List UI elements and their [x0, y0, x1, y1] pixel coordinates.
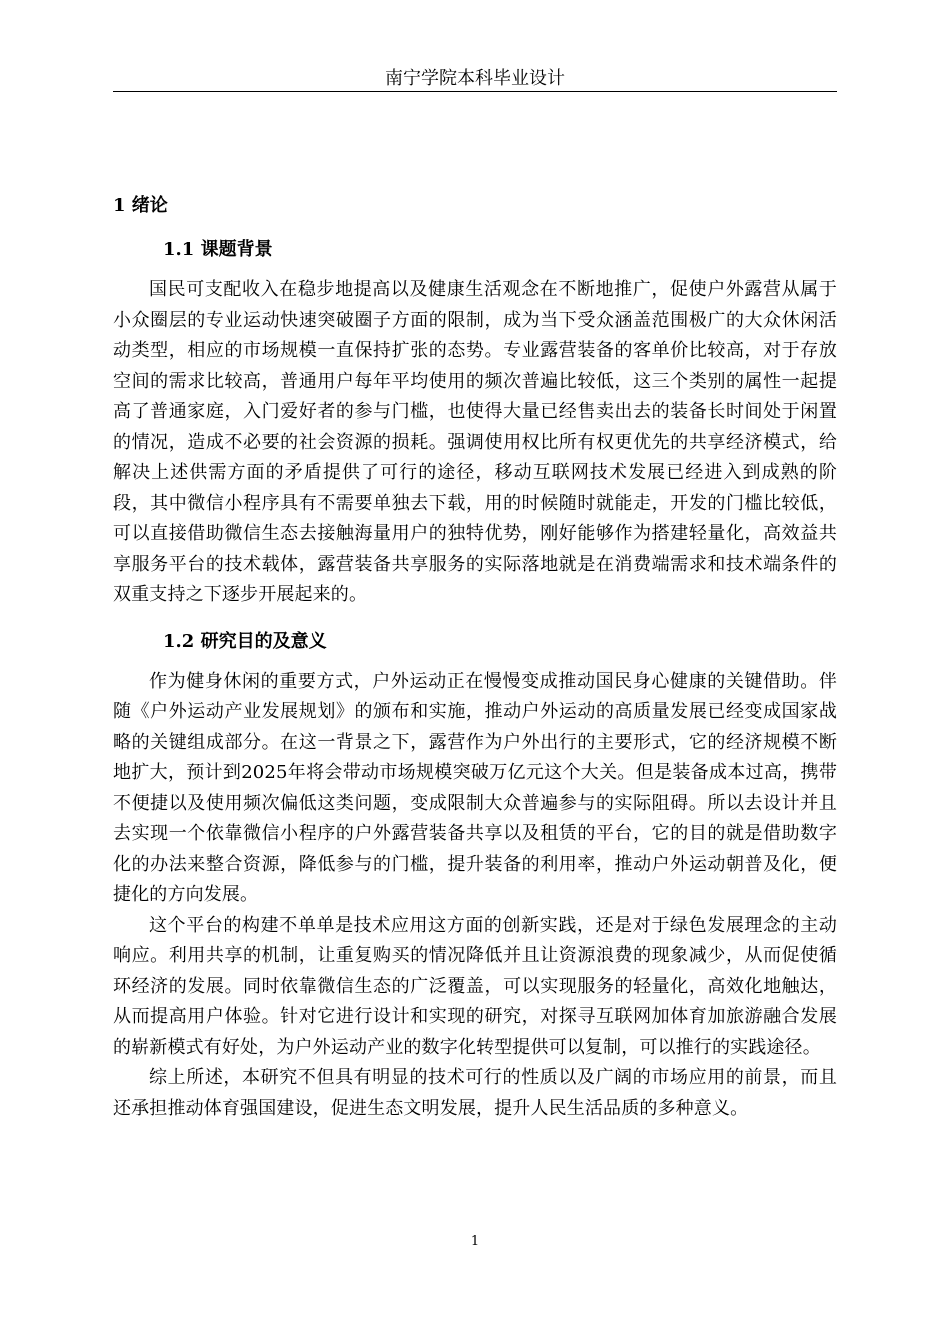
paragraph: 综上所述，本研究不但具有明显的技术可行的性质以及广阔的市场应用的前景，而且还承担推动体育强国建设，促进生态文明发展，提升人民生活品质的多种意义。	[113, 1067, 837, 1119]
paragraph: 国民可支配收入在稳步地提高以及健康生活观念在不断地推广，促使户外露营从属于小众圈层的专业运动快速突破圈子方面的限制，成为当下受众涵盖范围极广的大众休闲活动类型，相应的市场规模一直保持扩张的态势。专业露营装备的客单价比较高，对于存放空间的需求比较高，普通用户每年平均使用的频次普遍比较低，这三个类别的属性一起提高了普通家庭，入门爱好者的参与门槛，也使得大量已经售卖出去的装备长时间处于闲置的情况，造成不必要的社会资源的损耗。强调使用权比所有权更优先的共享经济模式，给解决上述供需方面的矛盾提供了可行的途径，移动互联网技术发展已经进入到成熟的阶段，其中微信小程序具有不需要单独去下载，用的时候随时就能走，开发的门槛比较低，可以直接借助微信生态去接触海量用户的独特优势，刚好能够作为搭建轻量化，高效益共享服务平台的技术载体，露营装备共享服务的实际落地就是在消费端需求和技术端条件的双重支持之下逐步开展起来的。	[113, 279, 837, 605]
document-body	[113, 193, 837, 1124]
section-heading-background: 1.1 课题背景	[163, 239, 273, 260]
section-heading-purpose: 1.2 研究目的及意义	[163, 630, 327, 652]
paragraph: 这个平台的构建不单单是技术应用这方面的创新实践，还是对于绿色发展理念的主动响应。利用共享的机制，让重复购买的情况降低并且让资源浪费的现象减少，从而促使循环经济的发展。同时依靠微信生态的广泛覆盖，可以实现服务的轻量化，高效化地触达，从而提高用户体验。针对它进行设计和实现的研究，对探寻互联网加体育加旅游融合发展的崭新模式有好处，为户外运动产业的数字化转型提供可以复制，可以推行的实践途径。	[113, 914, 837, 1058]
paragraph: 作为健身休闲的重要方式，户外运动正在慢慢变成推动国民身心健康的关键借助。伴随《户外运动产业发展规划》的颁布和实施，推动户外运动的高质量发展已经变成国家战略的关键组成部分。在这一背景之下，露营作为户外出行的主要形式，它的经济规模不断地扩大，预计到2025年将会带动市场规模突破万亿元这个大关。但是装备成本过高，携带不便捷以及使用频次偏低这类问题，变成限制大众普遍参与的实际阻碍。所以去设计并且去实现一个依靠微信小程序的户外露营装备共享以及租赁的平台，它的目的就是借助数字化的办法来整合资源，降低参与的门槛，提升装备的利用率，推动户外运动朝普及化，便捷化的方向发展。	[113, 670, 837, 905]
chapter-heading: 1 绪论	[113, 195, 168, 216]
page-number: 1	[470, 1234, 480, 1249]
header-title: 南宁学院本科毕业设计	[385, 68, 565, 89]
header-rule	[113, 91, 837, 92]
